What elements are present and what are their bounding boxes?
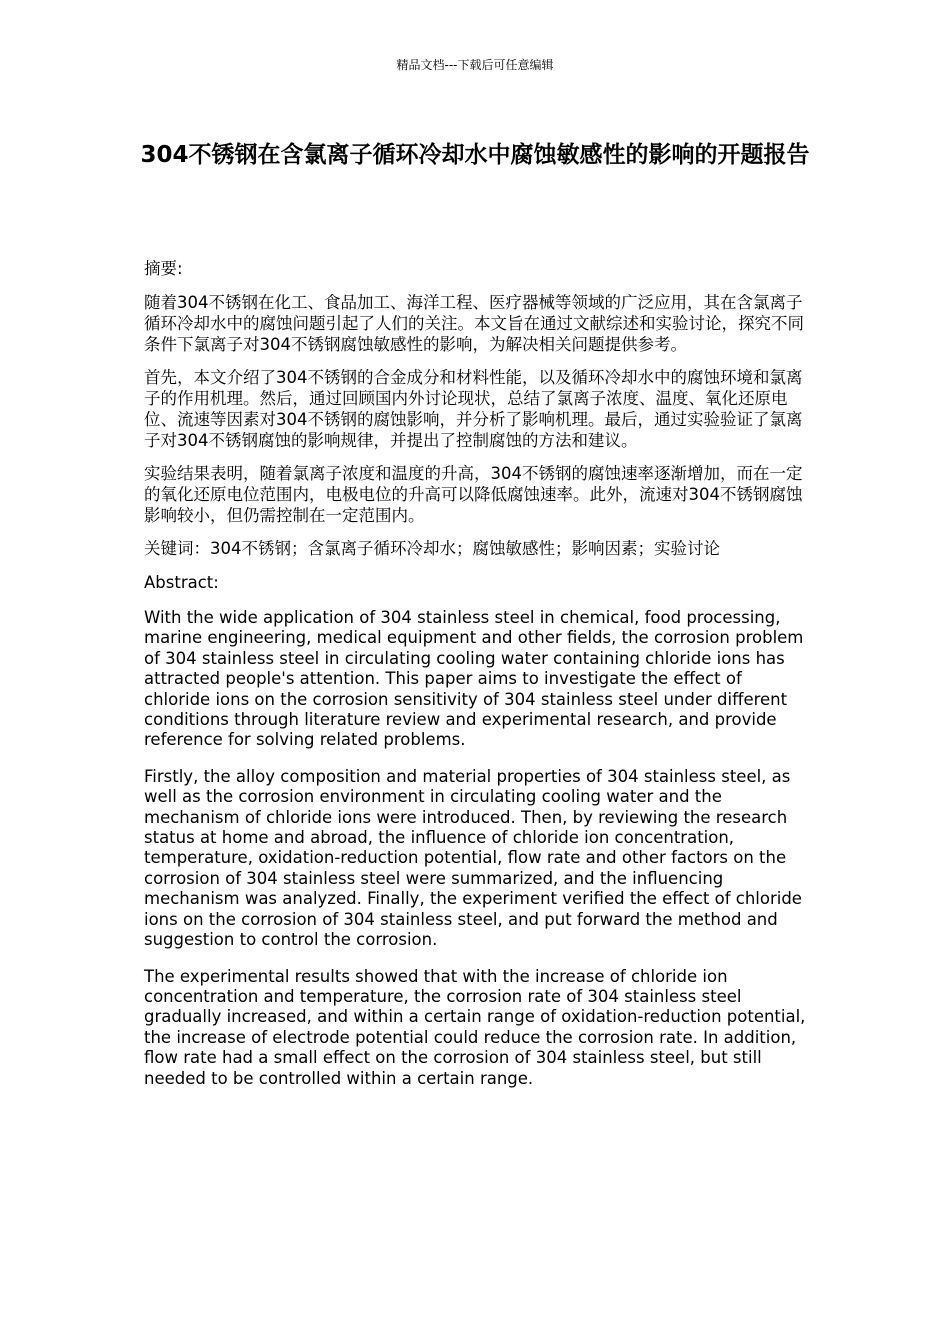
abstract-cn-paragraph-2: 首先，本文介绍了304不锈钢的合金成分和材料性能，以及循环冷却水中的腐蚀环境和氯离子的作用机理。然后，通过回顾国内外讨论现状，总结了氯离子浓度、温度、氧化还原电位、流速等因素对304不锈钢的腐蚀影响，并分析了影响机理。最后，通过实验验证了氯离子对304不锈钢腐蚀的影响规律，并提出了控制腐蚀的方法和建议。 [144,368,803,450]
abstract-cn-paragraph-1: 随着304不锈钢在化工、食品加工、海洋工程、医疗器械等领域的广泛应用，其在含氯离子循环冷却水中的腐蚀问题引起了人们的关注。本文旨在通过文献综述和实验讨论，探究不同条件下氯离子对304不锈钢腐蚀敏感性的影响，为解决相关问题提供参考。 [144,293,804,354]
abstract-cn-label: 摘要: [144,259,183,278]
abstract-cn-paragraph-3: 实验结果表明，随着氯离子浓度和温度的升高，304不锈钢的腐蚀速率逐渐增加，而在一定的氧化还原电位范围内，电极电位的升高可以降低腐蚀速率。此外，流速对304不锈钢腐蚀影响较小，但仍需控制在一定范围内。 [144,464,803,525]
page-header-note: 精品文档---下载后可任意编辑 [396,58,554,72]
abstract-en-paragraph-3: The experimental results showed that with the increase of chloride ion concentration and temperature, the corrosion rate of 304 stainless steel gradually increased, and within a certain range of oxidation-reduction potential, the increase of electrode potential could reduce the corrosion rate. In addition, flow rate had a small effect on the corrosion of 304 stainless steel, but still needed to be controlled within a certain range. [144,966,806,1088]
abstract-en-paragraph-2: Firstly, the alloy composition and material properties of 304 stainless steel, as well as the corrosion environment in circulating cooling water and the mechanism of chloride ions were introduced. Then, by reviewing the research status at home and abroad, the influence of chloride ion concentration, temperature, oxidation-reduction potential, flow rate and other factors on the corrosion of 304 stainless steel were summarized, and the influencing mechanism was analyzed. Finally, the experiment verified the effect of chloride ions on the corrosion of 304 stainless steel, and put forward the method and suggestion to control the corrosion. [144,766,802,950]
abstract-en-label: Abstract: [144,573,219,592]
document-title: 304不锈钢在含氯离子循环冷却水中腐蚀敏感性的影响的开题报告 [140,142,810,168]
keywords-line: 关键词：304不锈钢；含氯离子循环冷却水；腐蚀敏感性；影响因素；实验讨论 [144,539,720,558]
abstract-en-paragraph-1: With the wide application of 304 stainless steel in chemical, food processing, marine engineering, medical equipment and other fields, the corrosion problem of 304 stainless steel in circulating cooling water containing chloride ions has attracted people's attention. This paper aims to investigate the effect of chloride ions on the corrosion sensitivity of 304 stainless steel under different conditions through literature review and experimental research, and provide reference for solving related problems. [144,608,804,750]
document-body [144,258,812,1105]
